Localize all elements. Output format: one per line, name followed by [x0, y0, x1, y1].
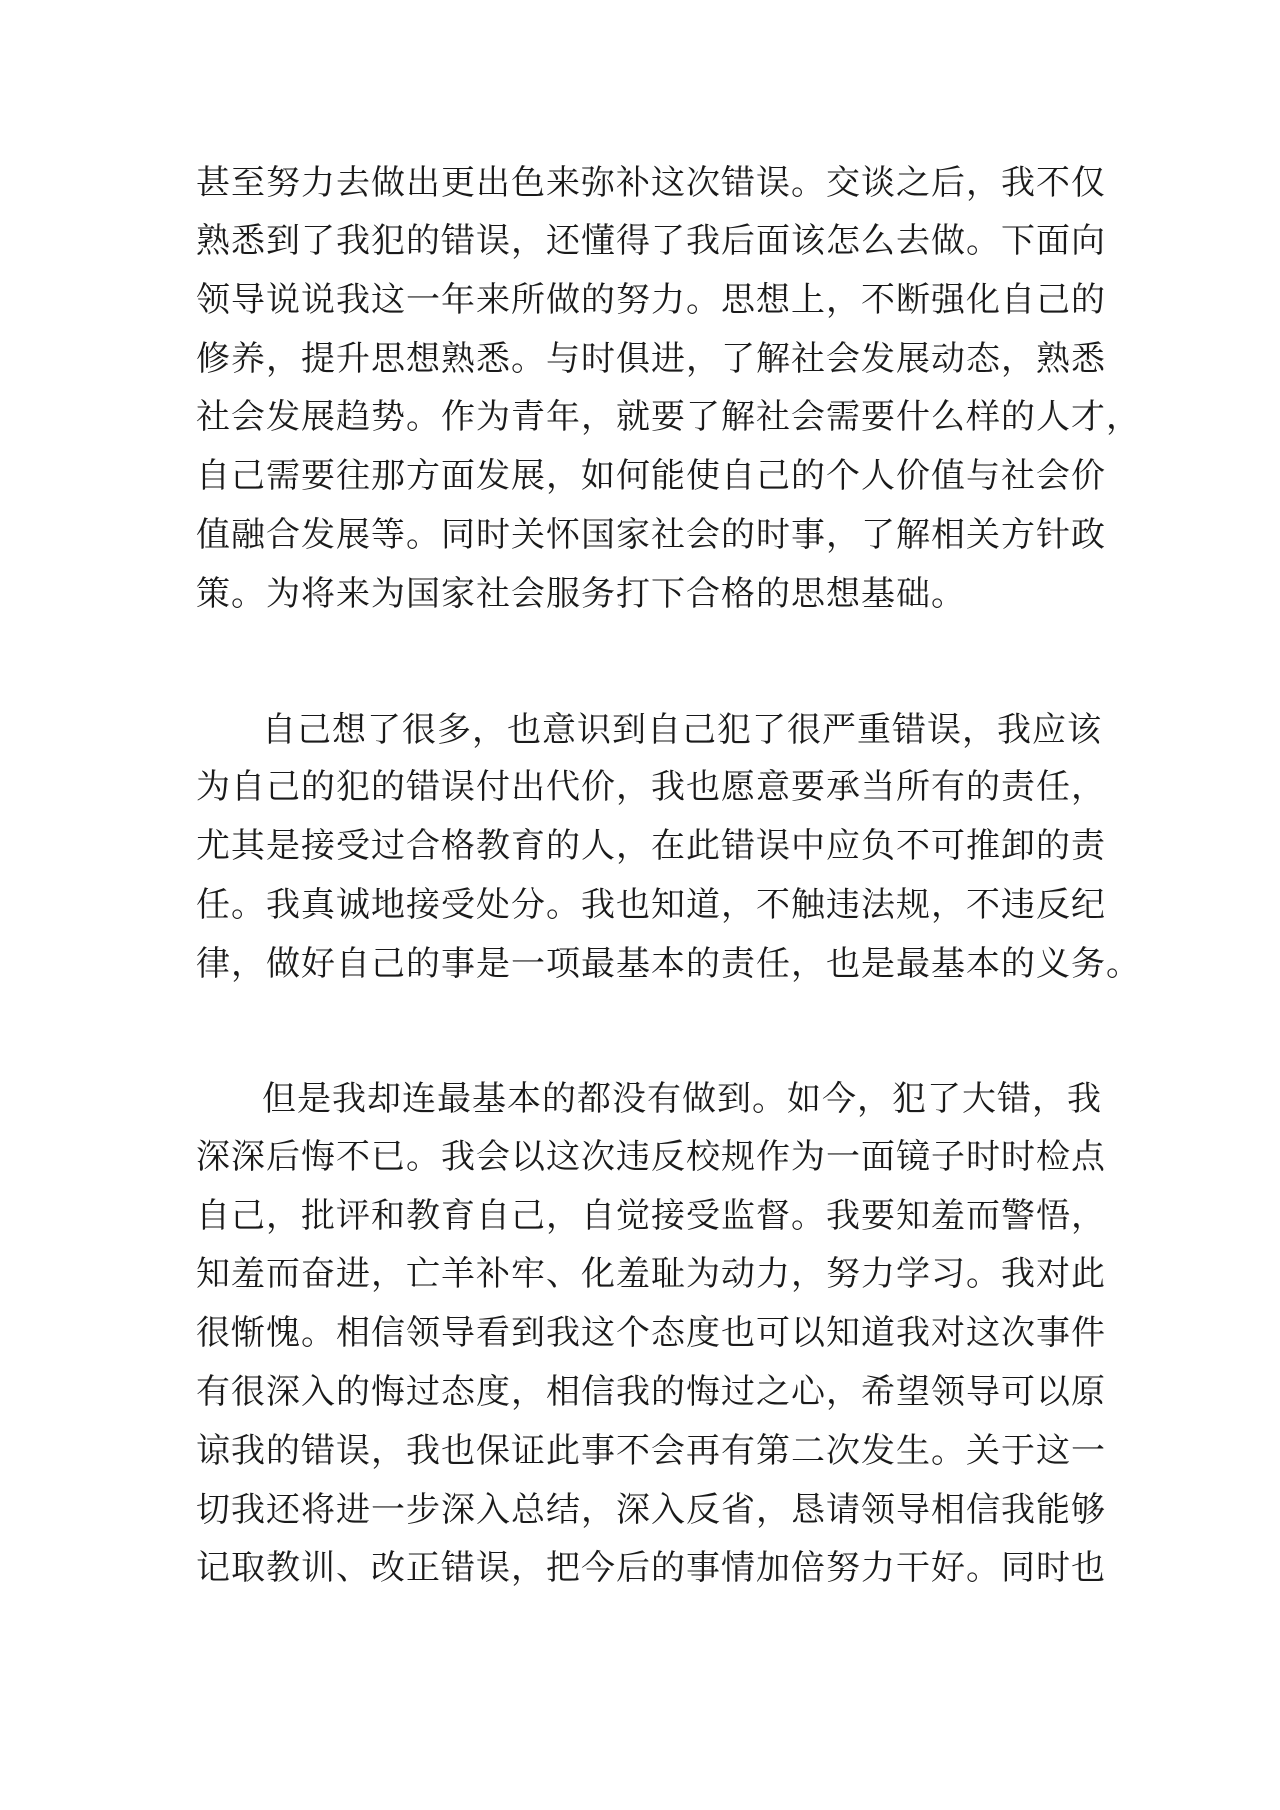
- text-line: 记取教训、改正错误，把今后的事情加倍努力干好。同时也: [196, 1548, 1106, 1588]
- text-line: 甚至努力去做出更出色来弥补这次错误。交谈之后，我不仅: [196, 163, 1106, 203]
- text-line: 为自己的犯的错误付出代价，我也愿意要承当所有的责任，: [196, 767, 1106, 807]
- text-line: 值融合发展等。同时关怀国家社会的时事，了解相关方针政: [196, 515, 1106, 555]
- text-line: 很惭愧。相信领导看到我这个态度也可以知道我对这次事件: [196, 1313, 1106, 1353]
- text-line: 社会发展趋势。作为青年，就要了解社会需要什么样的人才，: [196, 397, 1141, 437]
- text-line: 尤其是接受过合格教育的人，在此错误中应负不可推卸的责: [196, 826, 1106, 866]
- text-line: 自己想了很多，也意识到自己犯了很严重错误，我应该: [262, 710, 1102, 750]
- text-line: 策。为将来为国家社会服务打下合格的思想基础。: [196, 574, 966, 614]
- text-line: 谅我的错误，我也保证此事不会再有第二次发生。关于这一: [196, 1431, 1106, 1471]
- text-line: 但是我却连最基本的都没有做到。如今，犯了大错，我: [262, 1079, 1102, 1119]
- text-line: 切我还将进一步深入总结，深入反省，恳请领导相信我能够: [196, 1490, 1106, 1530]
- text-line: 领导说说我这一年来所做的努力。思想上，不断强化自己的: [196, 280, 1106, 320]
- text-line: 知羞而奋进，亡羊补牢、化羞耻为动力，努力学习。我对此: [196, 1254, 1106, 1294]
- text-line: 修养，提升思想熟悉。与时俱进，了解社会发展动态，熟悉: [196, 339, 1106, 379]
- text-line: 任。我真诚地接受处分。我也知道，不触违法规，不违反纪: [196, 885, 1106, 925]
- text-line: 自己，批评和教育自己，自觉接受监督。我要知羞而警悟，: [196, 1196, 1106, 1236]
- text-line: 自己需要往那方面发展，如何能使自己的个人价值与社会价: [196, 456, 1106, 496]
- text-line: 熟悉到了我犯的错误，还懂得了我后面该怎么去做。下面向: [196, 221, 1106, 261]
- text-line: 律，做好自己的事是一项最基本的责任，也是最基本的义务。: [196, 944, 1141, 984]
- text-line: 有很深入的悔过态度，相信我的悔过之心，希望领导可以原: [196, 1372, 1106, 1412]
- text-line: 深深后悔不已。我会以这次违反校规作为一面镜子时时检点: [196, 1137, 1106, 1177]
